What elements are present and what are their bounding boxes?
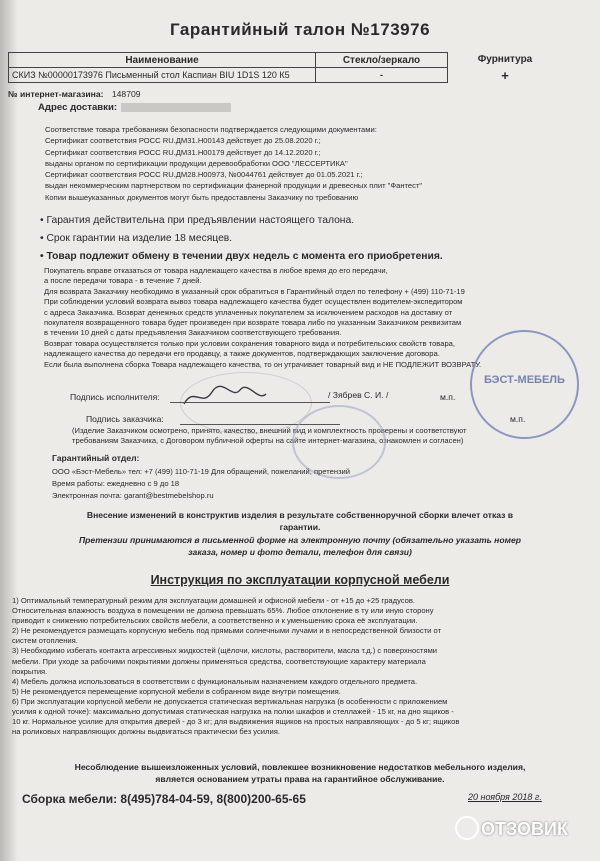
col-header-name: Наименование [9,53,316,68]
cert-line: Соответствие товара требованиям безопасности подтверждается следующими документами: [45,125,377,134]
instruction-line: 2) Не рекомендуется размещать корпусную мебель под прямыми солнечными лучами и в непосредственной близости от [12,626,442,636]
return-line: Для возврата Заказчику необходимо в указанный срок обратиться в Гарантийный отдел по телефону + (499) 110-71-19 [44,286,465,296]
watermark-text: ОТЗОВИК [481,818,568,839]
instruction-line: приводит к снижению потребительских свойств мебели, а соответственно и к уменьшению срока её эксплуатации. [12,616,418,626]
guarantee-item: • Срок гарантии на изделие 18 месяцев. [40,233,233,244]
product-table [8,52,448,83]
instruction-line: мебели. При уходе за рабочими покрытиями должны применяться средства, соответствующие характеру материала [12,656,426,666]
cert-line: Сертификат соответствия РОСС RU.ДМ28.Н00973, №0044761 действует до 01.05.2021 г.; [45,170,363,180]
return-line: покупателя возвращенного товара будет произведен при возврате товара либо по указанным Заказчиком реквизитам [44,318,462,328]
order-label [8,89,141,99]
modification-notice [0,509,600,533]
cert-line: выданы органом по сертификации продукции деревообработки ООО "ЛЕССЕРТИКА" [45,158,348,168]
col-header-fittings: Фурнитура [477,54,533,65]
stamp-text: БЭСТ-МЕБЕЛЬ [484,374,565,386]
issue-date: 20 ноября 2018 г. [468,792,542,802]
executor-name: / Зябрев С. И. / [328,390,389,400]
glass-value-cell: - [316,68,448,83]
claims-notice [0,534,600,558]
otzovik-logo-icon [455,816,479,840]
instruction-title: Инструкция по эксплуатации корпусной мебели [150,573,450,587]
cert-line: Сертификат соответствия РОСС RU.ДМ31.Н00143 действует до 25.08.2020 г.; [45,136,321,146]
order-number: 148709 [111,89,141,99]
customer-signature-label: Подпись заказчика: [86,414,164,424]
dept-info [52,466,350,502]
return-line: а после передачи товара - в течение 7 дней. [44,276,202,286]
instruction-line: 4) Мебель должна использоваться в соответствии с функциональным назначением каждого отдельного предмета. [12,676,418,686]
return-line: Возврат товара осуществляется только при условии сохранения товарного вида и потребительских свойств товара, [44,338,456,348]
instruction-list [12,596,459,737]
instruction-line: 1) Оптимальный температурный режим для эксплуатации домашней и офисной мебели - от +15 до +25 градусов. [12,596,416,605]
return-line: При соблюдении условий возврата вывоз товара надлежащего качества будет осуществлен водителем-экспедитором [44,297,463,307]
instruction-line: систем отопления. [12,636,78,646]
company-stamp [470,330,579,439]
dept-hours: Время работы: ежедневно с 9 до 18 [52,479,180,488]
fittings-value-cell: + [501,68,509,83]
signature-line [170,402,330,403]
instruction-line: 5) Не рекомендуется перемещение корпусной мебели в собранном виде внутри помещения. [12,686,341,696]
warning-line: является основанием утраты права на гарантийное обслуживание. [155,774,445,784]
customer-note [72,426,466,446]
instruction-line: Относительная влажность воздуха в помещении не должна превышать 65%. Любое отклонение в ту или иную сторону [12,606,434,616]
return-line: Покупатель вправе отказаться от товара надлежащего качества в любое время до его передачи, [44,266,388,275]
warning-line: Несоблюдение вышеизложенных условий, повлекшее возникновение недостатков мебельного изделия, [74,762,526,772]
return-line: в течении 10 дней с даты предъявления Заказчиком соответствующего требования. [44,328,342,338]
page-title: Гарантийный талон №173976 [169,20,431,39]
cert-line: Сертификат соответствия РОСС RU.ДМ31.Н00179 действует до 14.12.2020 г.; [45,147,321,157]
instruction-line: на роликовых направляющих должны выдвигаться практически без усилия. [12,727,280,737]
otzovik-watermark [455,818,568,842]
col-header-glass: Стекло/зеркало [316,53,448,68]
guarantee-terms [40,212,443,266]
cert-line: выдан некоммерческим партнерством по сертификации фанерной продукции и древесных плит "Фантест" [45,181,423,191]
seal-place-2: м.п. [510,414,526,424]
note-line: (Изделие Заказчиком осмотрено, принято, качество, внешний вид и комплектность проверены и соответствуют [72,426,467,435]
notice-line: Внесение изменений в конструктив изделия в результате собственноручной сборки влечет отказ в [86,510,514,520]
instruction-line: усилия к одной точке): максимально допустимая статическая нагрузка на полки шкафов и стеллажей - 15 кг, на дно ящиков - [12,707,454,717]
dept-title: Гарантийный отдел: [52,453,140,463]
instruction-line: 6) При эксплуатации корпусной мебели не допускается статическая вертикальная нагрузка (в особенности с приложением [12,696,448,706]
instruction-line: покрытия. [12,666,48,676]
note-line: требованиям Заказчика, с Договором публичной оферты на сайте интернет-магазина, ознакомлен и согласен) [72,436,464,445]
order-number-label: № интернет-магазина: [8,89,104,99]
dept-company: ООО «Бэст-Мебель» тел: +7 (499) 110-71-19 Для обращений, пожеланий, претензий [52,467,351,476]
cert-line: Копии вышеуказанных документов могут быть предоставлены Заказчику по требованию [45,192,359,202]
return-line: с адреса Заказчика. Возврат денежных средств уплаченных покупателем за исключением расходов на доставку от [44,307,453,317]
assembly-phones: Сборка мебели: 8(495)784-04-59, 8(800)200-65-65 [22,792,306,806]
guarantee-item: • Товар подлежит обмену в течении двух недель с момента его приобретения. [40,251,443,262]
executor-signature [180,382,270,412]
instruction-line: 10 кг. Нормальное усилие для открытия дверей - до 3 кг; для выдвижения ящиков на простых направляющих - до 5 кг; ящиков [12,717,460,727]
delivery-address [38,102,231,113]
product-name-cell: СКИЗ №00000173976 Письменный стол Каспиан BIU 1D1S 120 К5 [9,68,316,83]
instruction-line: 3) Необходимо избегать контакта агрессивных жидкостей (щёлочи, кислоты, растворители, масла т.д.) с поверхностями [12,646,438,656]
notice-line: гарантии. [279,522,321,532]
executor-signature-label: Подпись исполнителя: [70,392,160,402]
claims-line: Претензии принимаются в письменной форме на электронную почту (обязательно указать номер [78,535,521,545]
certificates-block [45,124,422,203]
warranty-warning [0,761,600,785]
guarantee-item: • Гарантия действительна при предъявлении настоящего талона. [40,215,355,226]
redacted-address [121,103,231,112]
return-line: надлежащего качества до передачи его продавцу, а также документов, подтверждающих заключение договора. [44,349,440,359]
return-line: Если была выполнена сборка Товара надлежащего качества, то он утрачивает товарный вид и НЕ ПОДЛЕЖИТ ВОЗВРАТУ. [44,359,482,369]
seal-place-1: м.п. [440,392,456,402]
return-terms [44,266,481,370]
delivery-address-label: Адрес доставки: [38,102,118,113]
claims-line: заказа, номер и фото детали, телефон для связи) [188,547,412,557]
dept-email: Электронная почта: garant@bestmebelshop.ru [52,491,214,500]
